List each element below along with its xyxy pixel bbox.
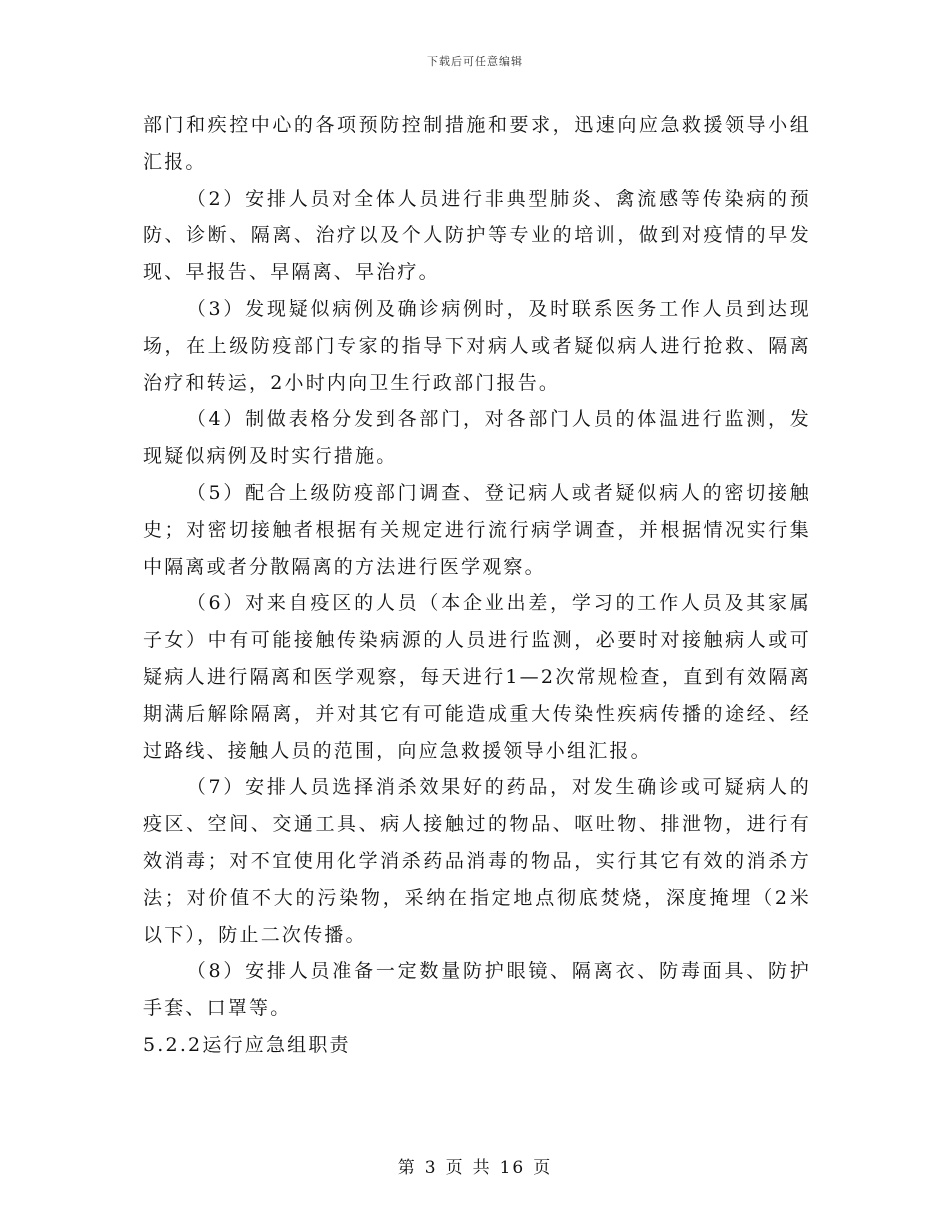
paragraph-item-2: （2）安排人员对全体人员进行非典型肺炎、禽流感等传染病的预防、诊断、隔离、治疗以及个人防护等专业的培训，做到对疫情的早发现、早报告、早隔离、早治疗。 bbox=[143, 187, 811, 284]
footer-page-word: 页 bbox=[445, 1158, 465, 1178]
footer-suffix: 页 bbox=[533, 1158, 553, 1178]
paragraph-item-3: （3）发现疑似病例及确诊病例时，及时联系医务工作人员到达现场，在上级防疫部门专家的指导下对病人或者疑似病人进行抢救、隔离治疗和转运，2小时内向卫生行政部门报告。 bbox=[143, 297, 811, 394]
document-body bbox=[143, 107, 811, 1064]
footer-prefix: 第 bbox=[397, 1158, 417, 1178]
paragraph-continuation: 部门和疾控中心的各项预防控制措施和要求，迅速向应急救援领导小组汇报。 bbox=[143, 114, 811, 173]
page-header: 下载后可任意编辑 bbox=[427, 55, 523, 68]
footer-page-number: 3 bbox=[424, 1158, 438, 1178]
footer-total-word: 共 bbox=[472, 1158, 492, 1178]
paragraph-item-5: （5）配合上级防疫部门调查、登记病人或者疑似病人的密切接触史；对密切接触者根据有关规定进行流行病学调查，并根据情况实行集中隔离或者分散隔离的方法进行医学观察。 bbox=[143, 481, 811, 578]
paragraph-item-4: （4）制做表格分发到各部门，对各部门人员的体温进行监测，发现疑似病例及时实行措施。 bbox=[143, 408, 811, 468]
page-footer bbox=[0, 1153, 950, 1178]
paragraph-item-7: （7）安排人员选择消杀效果好的药品，对发生确诊或可疑病人的疫区、空间、交通工具、病人接触过的物品、呕吐物、排泄物，进行有效消毒；对不宜使用化学消杀药品消毒的物品，实行其它有效的消杀方法；对价值不大的污染物，采纳在指定地点彻底焚烧，深度掩埋（2米以下），防止二次传播。 bbox=[143, 776, 811, 946]
section-heading: 5.2.2运行应急组职责 bbox=[143, 1033, 351, 1056]
paragraph-item-8: （8）安排人员准备一定数量防护眼镜、隔离衣、防毒面具、防护手套、口罩等。 bbox=[143, 960, 811, 1020]
paragraph-item-6: （6）对来自疫区的人员（本企业出差，学习的工作人员及其家属子女）中有可能接触传染病源的人员进行监测，必要时对接触病人或可疑病人进行隔离和医学观察，每天进行1—2次常规检查，直到有效隔离期满后解除隔离，并对其它有可能造成重大传染性疾病传播的途经、经过路线、接触人员的范围，向应急救援领导小组汇报。 bbox=[143, 592, 811, 762]
footer-total-pages: 16 bbox=[499, 1158, 526, 1178]
